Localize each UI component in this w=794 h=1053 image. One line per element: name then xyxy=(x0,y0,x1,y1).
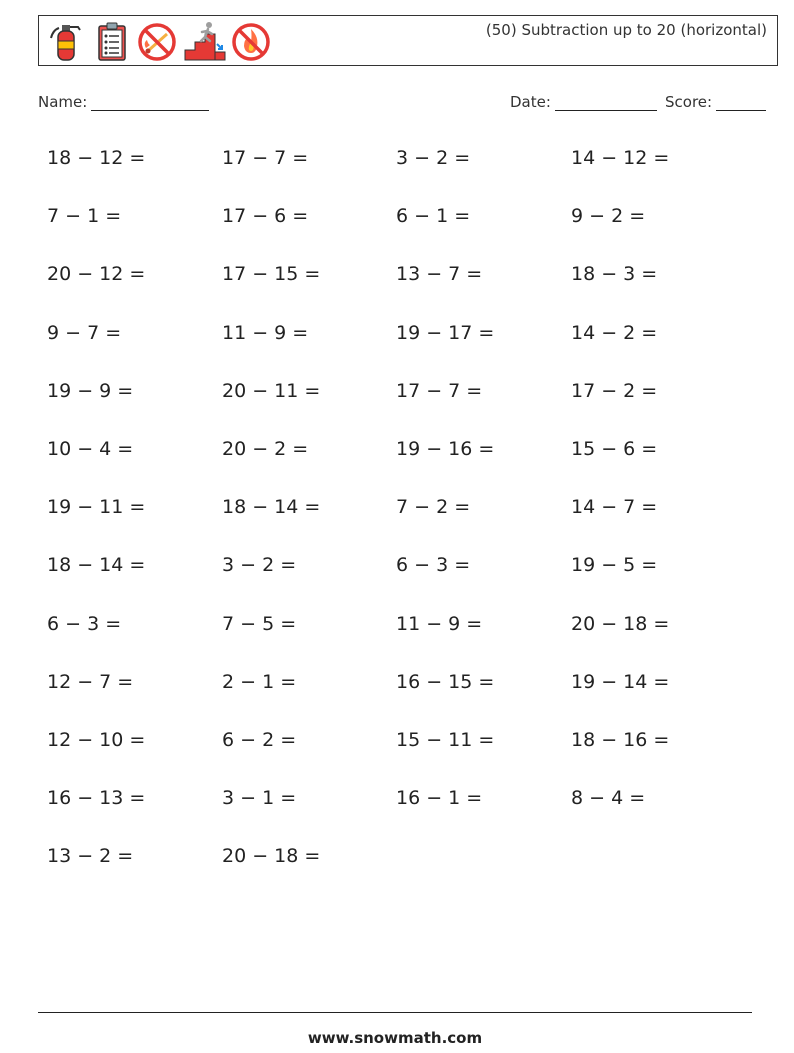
problem-item: 3 − 2 = xyxy=(222,554,297,576)
name-label: Name: xyxy=(38,93,88,111)
problem-item: 15 − 6 = xyxy=(571,438,658,460)
problem-item: 2 − 1 = xyxy=(222,671,297,693)
safety-icons xyxy=(45,20,269,64)
problem-item: 17 − 7 = xyxy=(222,147,309,169)
checklist-icon xyxy=(91,20,131,62)
score-line xyxy=(716,94,766,111)
problem-item: 16 − 13 = xyxy=(47,787,146,809)
problem-item: 13 − 2 = xyxy=(47,845,134,867)
problem-item: 17 − 2 = xyxy=(571,380,658,402)
problem-item: 12 − 7 = xyxy=(47,671,134,693)
fire-extinguisher-icon xyxy=(45,20,85,62)
problem-item: 14 − 12 = xyxy=(571,147,670,169)
problem-item: 6 − 2 = xyxy=(222,729,297,751)
problem-item: 6 − 3 = xyxy=(396,554,471,576)
problem-item: 15 − 11 = xyxy=(396,729,495,751)
problem-item: 17 − 15 = xyxy=(222,263,321,285)
problem-item: 18 − 12 = xyxy=(47,147,146,169)
problem-item: 18 − 16 = xyxy=(571,729,670,751)
problem-item: 18 − 3 = xyxy=(571,263,658,285)
problem-item: 3 − 1 = xyxy=(222,787,297,809)
problem-item: 11 − 9 = xyxy=(396,613,483,635)
problem-item: 9 − 2 = xyxy=(571,205,646,227)
problem-item: 20 − 18 = xyxy=(571,613,670,635)
footer-site: www.snowmath.com xyxy=(307,1029,483,1047)
problem-item: 20 − 2 = xyxy=(222,438,309,460)
problem-item: 18 − 14 = xyxy=(47,554,146,576)
problem-item: 14 − 7 = xyxy=(571,496,658,518)
date-label: Date: xyxy=(510,93,551,111)
problem-item: 19 − 17 = xyxy=(396,322,495,344)
problem-item: 13 − 7 = xyxy=(396,263,483,285)
problem-item: 19 − 14 = xyxy=(571,671,670,693)
no-fire-icon xyxy=(229,20,269,62)
problem-item: 3 − 2 = xyxy=(396,147,471,169)
no-matches-icon xyxy=(137,20,177,62)
problem-item: 16 − 1 = xyxy=(396,787,483,809)
problem-item: 19 − 9 = xyxy=(47,380,134,402)
problem-item: 17 − 7 = xyxy=(396,380,483,402)
problem-item: 6 − 3 = xyxy=(47,613,122,635)
problem-item: 20 − 18 = xyxy=(222,845,321,867)
problem-item: 19 − 16 = xyxy=(396,438,495,460)
problem-item: 14 − 2 = xyxy=(571,322,658,344)
problem-item: 9 − 7 = xyxy=(47,322,122,344)
date-line xyxy=(555,94,657,111)
problem-item: 7 − 5 = xyxy=(222,613,297,635)
problem-item: 12 − 10 = xyxy=(47,729,146,751)
problem-item: 17 − 6 = xyxy=(222,205,309,227)
footer-divider xyxy=(38,1012,752,1013)
worksheet-header xyxy=(38,15,778,66)
name-field xyxy=(38,93,209,111)
problem-item: 7 − 2 = xyxy=(396,496,471,518)
problem-item: 19 − 11 = xyxy=(47,496,146,518)
problem-item: 6 − 1 = xyxy=(396,205,471,227)
score-field xyxy=(665,93,766,111)
problem-item: 10 − 4 = xyxy=(47,438,134,460)
problem-item: 16 − 15 = xyxy=(396,671,495,693)
score-label: Score: xyxy=(665,93,713,111)
emergency-exit-stairs-icon xyxy=(183,20,223,62)
name-line xyxy=(91,94,209,111)
problem-item: 18 − 14 = xyxy=(222,496,321,518)
problem-item: 20 − 12 = xyxy=(47,263,146,285)
problem-item: 8 − 4 = xyxy=(571,787,646,809)
worksheet-title: (50) Subtraction up to 20 (horizontal) xyxy=(485,21,767,39)
problem-item: 20 − 11 = xyxy=(222,380,321,402)
date-field xyxy=(510,93,657,111)
problem-item: 7 − 1 = xyxy=(47,205,122,227)
problem-item: 19 − 5 = xyxy=(571,554,658,576)
problem-item: 11 − 9 = xyxy=(222,322,309,344)
